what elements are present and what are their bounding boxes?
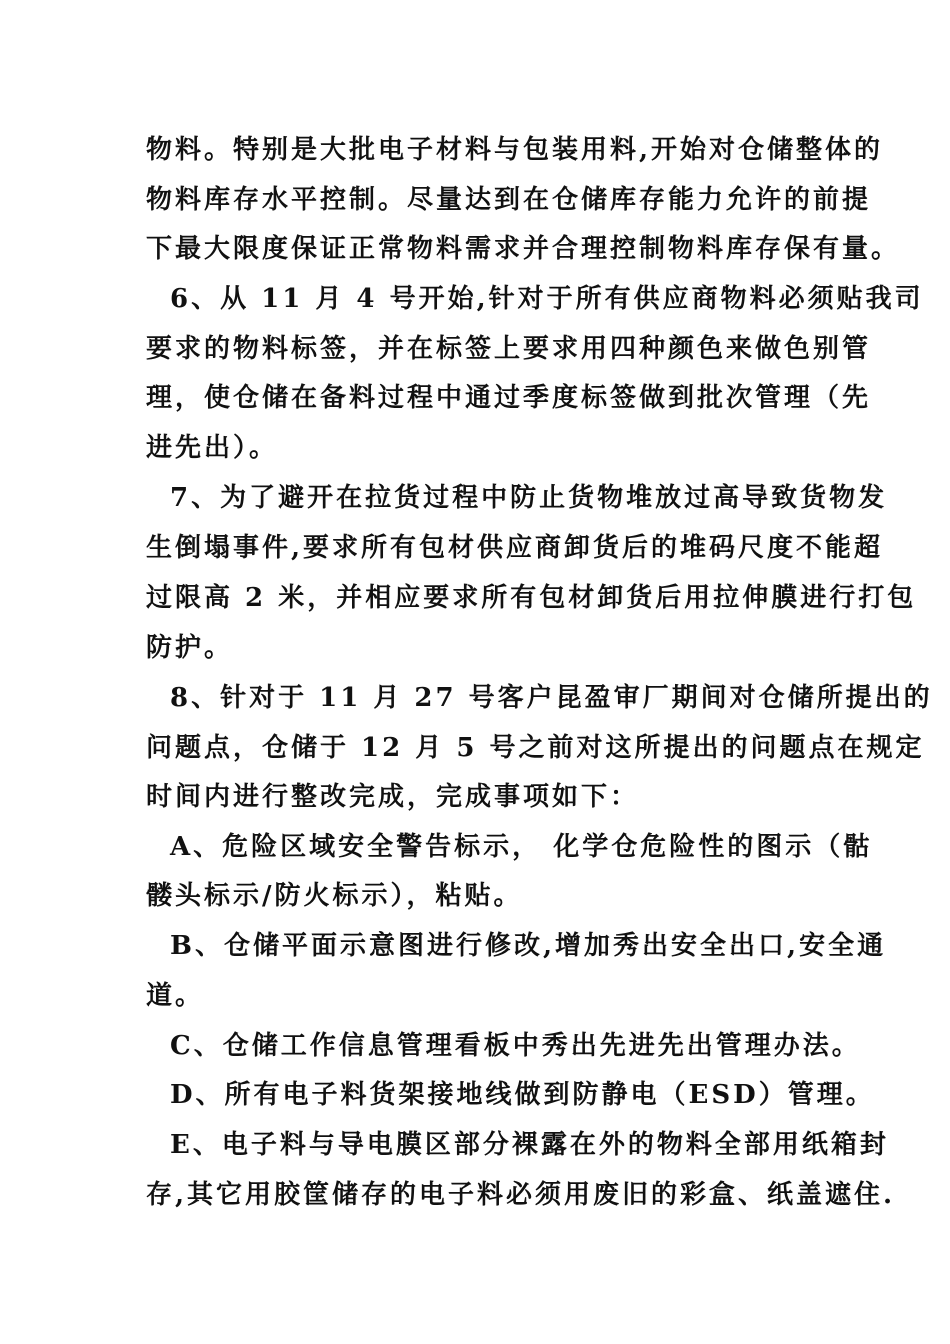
text-line: 物料库存水平控制。尽量达到在仓储库存能力允许的前提: [146, 185, 872, 215]
list-item-c: C、仓储工作信息管理看板中秀出先进先出管理办法。: [170, 1031, 861, 1061]
paragraph-7-start: 7、为了避开在拉货过程中防止货物堆放过高导致货物发: [170, 483, 888, 513]
paragraph-6-start: 6、从 11 月 4 号开始,针对于所有供应商物料必须贴我司: [170, 284, 924, 314]
text-line: 存,其它用胶筐储存的电子料必须用废旧的彩盒、纸盖遮住.: [146, 1180, 896, 1210]
text-line: 髅头标示/防火标示），粘贴。: [146, 881, 523, 911]
list-item-b: B、仓储平面示意图进行修改,增加秀出安全出口,安全通: [170, 931, 887, 961]
list-item-d: D、所有电子料货架接地线做到防静电（ESD）管理。: [170, 1080, 875, 1110]
list-item-e: E、电子料与导电膜区部分裸露在外的物料全部用纸箱封: [170, 1130, 889, 1160]
text-line: 道。: [146, 981, 205, 1011]
list-item-a: A、危险区域安全警告标示， 化学仓危险性的图示（骷: [170, 832, 873, 862]
text-line: 生倒塌事件,要求所有包材供应商卸货后的堆码尺度不能超: [146, 533, 884, 563]
text-line: 下最大限度保证正常物料需求并合理控制物料库存保有量。: [146, 234, 901, 264]
paragraph-8-start: 8、针对于 11 月 27 号客户昆盈审厂期间对仓储所提出的: [170, 683, 933, 713]
text-line: 问题点，仓储于 12 月 5 号之前对这所提出的问题点在规定: [146, 733, 925, 763]
text-line: 进先出）。: [146, 433, 279, 463]
text-line: 物料。特别是大批电子材料与包装用料,开始对仓储整体的: [146, 135, 884, 165]
text-line: 时间内进行整改完成，完成事项如下：: [146, 782, 640, 812]
text-line: 要求的物料标签，并在标签上要求用四种颜色来做色别管: [146, 334, 872, 364]
text-line: 防护。: [146, 633, 234, 663]
text-line: 理，使仓储在备料过程中通过季度标签做到批次管理（先: [146, 383, 872, 413]
text-line: 过限高 2 米，并相应要求所有包材卸货后用拉伸膜进行打包: [146, 583, 917, 613]
